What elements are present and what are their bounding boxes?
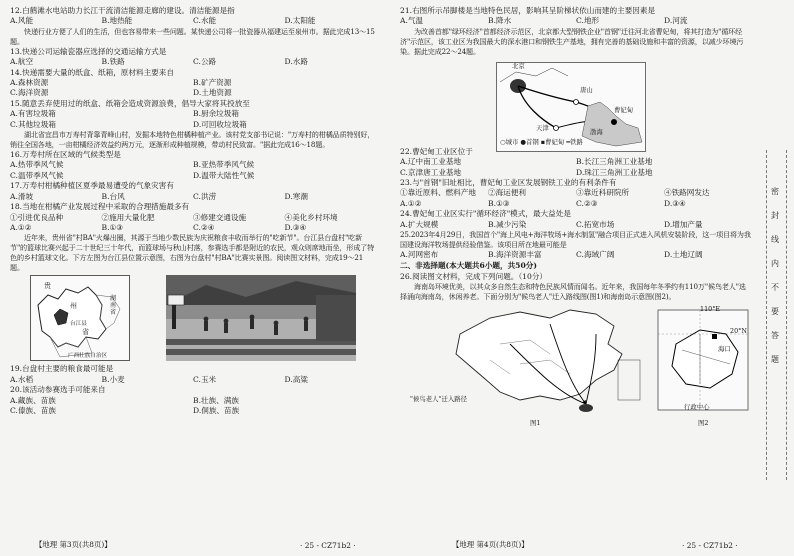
basketball-photo: [166, 275, 356, 361]
question-13: 13.快递公司运输瓷器应选择的交通运输方式是: [10, 46, 167, 56]
option[interactable]: D.珠江三角洲工业基地: [576, 167, 653, 177]
option[interactable]: B.亚热带季风气候: [193, 160, 255, 170]
q12-options: [10, 16, 376, 26]
option[interactable]: A.河网密布: [400, 250, 439, 260]
option[interactable]: C.②④: [193, 222, 215, 232]
option[interactable]: C.温带季风气候: [10, 170, 64, 180]
intro-16: 湖北省宜昌市万寿村背靠青峰山村，发掘本地特色柑橘种植产业。该村党支部书记说："万寿村的柑橘品质特别好，销往全国各地，一亩柑橘经济效益约两万元，逐渐形成种植规模，带动村民致富。"据此完成16～18题。: [10, 130, 375, 150]
option[interactable]: C.公路: [193, 57, 217, 67]
seal-char: 答: [771, 331, 779, 340]
option[interactable]: C.海域广阔: [576, 250, 615, 260]
caofeidian-map: [400, 57, 752, 147]
option[interactable]: A.藏族、苗族: [10, 395, 56, 405]
q14-options-row2: [10, 88, 376, 98]
q16-options-row1: [10, 160, 376, 170]
option[interactable]: B.铁路: [101, 57, 125, 67]
option[interactable]: C.拓宽市场: [576, 219, 615, 229]
option[interactable]: A.有害垃圾箱: [10, 109, 56, 119]
question-15: 15.随意丢弃使用过的纸盒、纸箱会造成资源浪费，倡导大家将其投放至: [10, 98, 250, 108]
option[interactable]: A.滑坡: [10, 191, 34, 201]
option[interactable]: D.太阳能: [284, 16, 316, 26]
question-23: 23.与"首钢"旧址相比，曹妃甸工业区发展钢铁工业的有利条件有: [400, 178, 617, 188]
item: ④美化乡村环境: [284, 212, 338, 222]
option[interactable]: D.增加产量: [664, 219, 703, 229]
option[interactable]: D.水路: [284, 57, 308, 67]
question-20: 20.该活动参赛选手可能来自: [10, 385, 106, 395]
option[interactable]: C.傣族、苗族: [10, 405, 56, 415]
option[interactable]: B.长江三角洲工业基地: [576, 157, 653, 167]
question-21: 21.右图所示吊脚楼是当地特色民居，影响其呈阶梯状依山而建的主要因素是: [400, 6, 656, 15]
option[interactable]: A.水稻: [10, 374, 34, 384]
option[interactable]: B.小麦: [101, 374, 125, 384]
map-label: 110°E: [700, 305, 721, 314]
map-label: 广西壮族自治区: [68, 353, 108, 360]
question-18: 18.当地在柑橘产业发展过程中采取的合理措施最多有: [10, 202, 190, 212]
seal-char: 内: [771, 259, 779, 268]
seal-char: 不: [771, 283, 779, 292]
option[interactable]: B.海洋资源丰富: [488, 250, 542, 260]
item: ②施用大量化肥: [101, 212, 155, 222]
option[interactable]: C.②③: [576, 198, 598, 208]
question-25: 25.2023年4月29日，我国首个"海上风电+海洋牧场+海水制氢"融合项目正式进入风机安装阶段，这一项目将为我国建设海洋牧场提供经验借鉴。该项目所在地最可能是: [400, 230, 751, 250]
seal-char: 题: [771, 355, 779, 364]
intro-13: 快递行业方便了人们的生活，但也容易带来一些问题。某快递公司将一批瓷器从福建运至泉州市。据此完成13～15题。: [10, 26, 375, 46]
map-label: 省: [82, 328, 89, 337]
option[interactable]: C.玉米: [193, 374, 217, 384]
question-26: 26.阅读图文材料，完成下列问题。（10分）: [400, 271, 548, 281]
q23-items: [400, 188, 752, 198]
q23-choices: [400, 199, 752, 209]
option[interactable]: D.温带大陆性气候: [193, 170, 255, 180]
item: ③修建交通设施: [193, 212, 247, 222]
option[interactable]: B.降水: [488, 16, 512, 26]
map-label: 贵: [44, 282, 51, 291]
q15-options-row2: [10, 120, 376, 130]
option[interactable]: D.③④: [664, 198, 686, 208]
guizhou-location-map: [30, 275, 130, 361]
q15-options-row1: [10, 109, 376, 119]
left-column: [10, 6, 376, 416]
question-19: 19.台盘村主要的粮食最可能是: [10, 364, 114, 374]
question-17: 17.万寿村柑橘种植区夏季最易遭受的气象灾害有: [10, 181, 174, 191]
option[interactable]: B.矿产资源: [193, 78, 232, 88]
figure-caption: 图1: [530, 419, 541, 428]
option[interactable]: B.壮族、满族: [193, 395, 239, 405]
intro-26: 海南岛环境优美，以其众多自然生态和特色民族风情而闻名。近年来，我国每年冬季约有110万"候鸟老人"选择涌向海南岛，休闲养老。下面分别为"候鸟老人"迁入路线图(图1)和海南岛示意图(图2)。: [400, 282, 746, 302]
option[interactable]: A.辽中南工业基地: [400, 157, 462, 167]
option[interactable]: B.①③: [101, 222, 124, 232]
option[interactable]: D.可回收垃圾箱: [193, 119, 247, 129]
option[interactable]: D.高粱: [284, 374, 308, 384]
q21-options: [400, 16, 752, 26]
question-12: 12.白鹤滩水电站助力长江干流清洁能源走廊的建设。清洁能源是指: [10, 6, 235, 15]
question-24: 24.曹妃甸工业区实行"循环经济"模式，最大益处是: [400, 209, 571, 219]
q18-items: [10, 213, 376, 223]
seal-char: 密: [771, 187, 779, 196]
option[interactable]: A.热带季风气候: [10, 160, 64, 170]
q24-options: [400, 220, 752, 230]
q25-options: [400, 250, 752, 260]
q22-options-row1: [400, 157, 752, 167]
map-label: 湖南省: [110, 295, 117, 317]
map-label: 唐山: [580, 85, 593, 94]
option[interactable]: D.土地资源: [193, 88, 232, 98]
q20-options-row1: [10, 396, 376, 406]
option[interactable]: C.水能: [193, 16, 217, 26]
seal-char: 要: [771, 307, 779, 316]
option[interactable]: B.厨余垃圾箱: [193, 109, 239, 119]
option[interactable]: C.京津唐工业基地: [400, 167, 462, 177]
map-label: 曹妃甸: [614, 105, 634, 114]
q18-choices: [10, 223, 376, 233]
map-label: 州: [70, 302, 77, 311]
option[interactable]: B.①③: [488, 198, 510, 208]
item: ③靠近科研院所: [576, 188, 630, 198]
map-label: 海口: [718, 345, 731, 354]
option[interactable]: A.风能: [10, 16, 34, 26]
option[interactable]: A.①②: [10, 222, 32, 232]
item: ①靠近原料、燃料产地: [400, 188, 476, 198]
figure-row: [10, 275, 376, 361]
footer-left-page: 【地理 第3页(共8页)】: [35, 540, 112, 549]
option[interactable]: C.其他垃圾箱: [10, 119, 56, 129]
item: ④铁路网发达: [664, 188, 710, 198]
question-22: 22.曹妃甸工业区位于: [400, 146, 473, 156]
figure-caption: 图2: [698, 419, 709, 428]
q14-options-row1: [10, 78, 376, 88]
option[interactable]: D.土地辽阔: [664, 250, 703, 260]
q16-options-row2: [10, 171, 376, 181]
seal-char: 封: [771, 211, 779, 220]
q17-options: [10, 192, 376, 202]
option[interactable]: D.河流: [664, 16, 688, 26]
question-16: 16.万寿村所在区域的气候类型是: [10, 150, 121, 160]
map-label: 行政中心: [684, 403, 710, 412]
seal-line: [786, 150, 788, 480]
option[interactable]: C.海洋资源: [10, 88, 49, 98]
basketball-photo-svg: [166, 275, 356, 361]
right-column: [400, 6, 752, 446]
option[interactable]: A.航空: [10, 57, 34, 67]
section-heading: 二、非选择题(本大题共6小题，共50分): [400, 261, 537, 271]
option[interactable]: C.洪涝: [193, 191, 217, 201]
intro-19: 近年来，贵州省"村BA"火爆出圈，其源于当地少数民族为庆祝粮食丰收而举行的"吃新节"。台江县台盘村"吃新节"的篮球比赛兴起于二十世纪三十年代，而篮球场与秋山村落，参赛选手都是附近的农民，观众则席地而坐，形成了特色的乡村篮球文化。下方左图为台江县位置示意图，右图为台盘村"村BA"比赛实景图。阅读图文材料，完成19～21题。: [10, 233, 375, 273]
option[interactable]: A.扩大规模: [400, 219, 439, 229]
item: ②海运便利: [488, 188, 526, 198]
option[interactable]: D.侗族、苗族: [193, 405, 240, 415]
option[interactable]: A.气温: [400, 16, 424, 26]
map-label: 北京: [512, 61, 525, 70]
map-label: 20°N: [730, 327, 747, 336]
item: ①引进优良品种: [10, 212, 64, 222]
footer-right-page: 【地理 第4页(共8页)】: [452, 540, 529, 549]
map-label: 台江县: [70, 321, 87, 328]
option[interactable]: C.地形: [576, 16, 600, 26]
option[interactable]: B.地热能: [101, 16, 133, 26]
intro-22: 为改善首都"绿环经济"首都经济示范区，北京都大型钢铁企业"首钢"迁往河北省曹妃甸，将其打造为"循环经济"示范区，该工业区为我国最大的深水港口和钢铁生产基地，拥有完善的基础设施和丰富的资源，以减少环境污染。据此完成22～24题。: [400, 26, 744, 56]
question-14: 14.快递需要大量的纸盒、纸箱，原材料主要来自: [10, 67, 174, 77]
seal-text: [768, 180, 782, 372]
map-legend: ○城市 ●首钢 ▪曹妃甸 ━铁路: [500, 137, 583, 146]
q22-options-row2: [400, 168, 752, 178]
q20-options-row2: [10, 406, 376, 416]
q19-options: [10, 375, 376, 385]
footer-left-code: · 25 - CZ71b2 ·: [300, 541, 356, 550]
option[interactable]: D.③④: [284, 222, 307, 232]
map-label: 渤海: [590, 127, 603, 136]
seal-char: 线: [771, 235, 779, 244]
migration-figure: [400, 304, 752, 446]
figure-legend: "候鸟老人"迁入路径: [410, 395, 468, 404]
option[interactable]: B.减少污染: [488, 219, 527, 229]
map-label: 天津: [536, 123, 549, 132]
option[interactable]: A.①②: [400, 198, 422, 208]
option[interactable]: A.森林资源: [10, 78, 49, 88]
option[interactable]: B.台风: [101, 191, 125, 201]
option[interactable]: D.寒潮: [284, 191, 308, 201]
q13-options: [10, 57, 376, 67]
footer-right-code: · 25 - CZ71b2 ·: [682, 541, 738, 550]
